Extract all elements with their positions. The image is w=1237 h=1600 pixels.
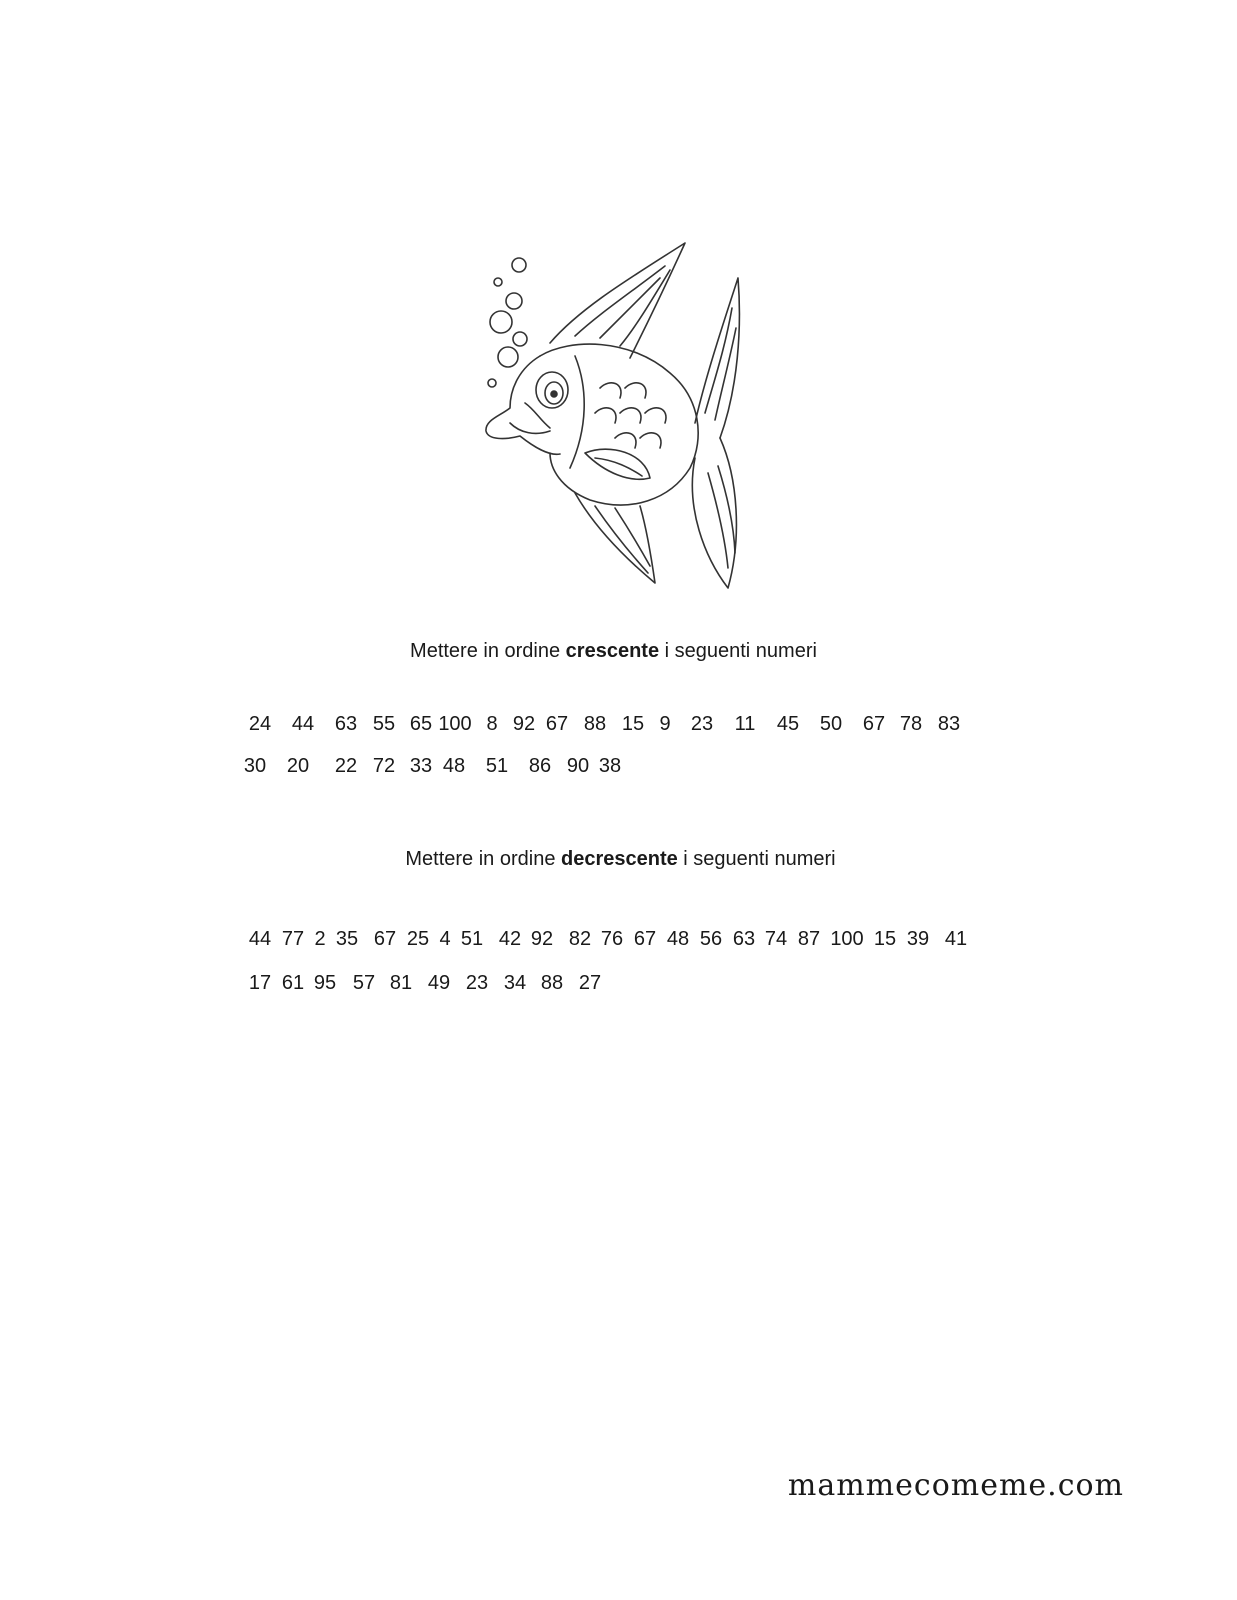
number-item: 67	[545, 713, 569, 735]
ascending-instruction	[0, 638, 1232, 664]
number-item: 48	[442, 755, 466, 777]
instruction-keyword: decrescente	[561, 848, 678, 870]
number-item: 81	[389, 972, 413, 994]
number-item: 77	[281, 928, 305, 950]
instruction-suffix: i seguenti numeri	[659, 640, 817, 662]
footer-site-name: mammecomeme.com	[787, 1468, 1124, 1503]
number-item: 15	[873, 928, 897, 950]
number-item: 87	[797, 928, 821, 950]
number-item: 63	[732, 928, 756, 950]
number-item: 24	[248, 713, 272, 735]
number-item: 56	[699, 928, 723, 950]
number-item: 38	[598, 755, 622, 777]
number-item: 65	[409, 713, 433, 735]
number-item: 67	[633, 928, 657, 950]
number-item: 45	[776, 713, 800, 735]
number-item: 48	[666, 928, 690, 950]
number-item: 34	[503, 972, 527, 994]
number-item: 33	[409, 755, 433, 777]
number-item: 49	[427, 972, 451, 994]
number-item: 88	[583, 713, 607, 735]
number-item: 76	[600, 928, 624, 950]
number-item: 92	[530, 928, 554, 950]
number-item: 2	[314, 928, 326, 950]
number-item: 72	[372, 755, 396, 777]
number-item: 39	[906, 928, 930, 950]
descending-instruction	[2, 846, 1237, 872]
number-item: 23	[465, 972, 489, 994]
number-item: 35	[335, 928, 359, 950]
number-item: 44	[248, 928, 272, 950]
number-item: 23	[690, 713, 714, 735]
number-item: 100	[830, 928, 864, 950]
number-item: 63	[334, 713, 358, 735]
number-item: 78	[899, 713, 923, 735]
number-item: 8	[486, 713, 498, 735]
number-item: 55	[372, 713, 396, 735]
number-item: 67	[862, 713, 886, 735]
instruction-suffix: i seguenti numeri	[677, 848, 836, 870]
number-item: 22	[334, 755, 358, 777]
number-item: 11	[734, 713, 756, 735]
number-item: 27	[578, 972, 602, 994]
instruction-prefix: Mettere in ordine	[410, 640, 566, 662]
number-item: 30	[243, 755, 267, 777]
number-item: 61	[281, 972, 305, 994]
number-item: 9	[659, 713, 671, 735]
number-item: 41	[944, 928, 968, 950]
number-item: 44	[291, 713, 315, 735]
number-item: 100	[438, 713, 472, 735]
number-item: 83	[937, 713, 961, 735]
number-item: 88	[540, 972, 564, 994]
number-item: 67	[373, 928, 397, 950]
number-item: 4	[439, 928, 451, 950]
number-item: 82	[568, 928, 592, 950]
number-item: 50	[819, 713, 843, 735]
instruction-prefix: Mettere in ordine	[405, 848, 561, 870]
fish-icon	[480, 238, 760, 598]
number-item: 25	[406, 928, 430, 950]
number-item: 86	[528, 755, 552, 777]
fish-illustration	[480, 238, 760, 598]
number-item: 95	[313, 972, 337, 994]
number-item: 15	[621, 713, 645, 735]
number-item: 74	[764, 928, 788, 950]
number-item: 90	[566, 755, 590, 777]
number-item: 20	[286, 755, 310, 777]
number-item: 57	[352, 972, 376, 994]
number-item: 42	[498, 928, 522, 950]
number-item: 51	[485, 755, 509, 777]
number-item: 17	[248, 972, 272, 994]
number-item: 51	[460, 928, 484, 950]
instruction-keyword: crescente	[565, 640, 660, 662]
number-item: 92	[512, 713, 536, 735]
